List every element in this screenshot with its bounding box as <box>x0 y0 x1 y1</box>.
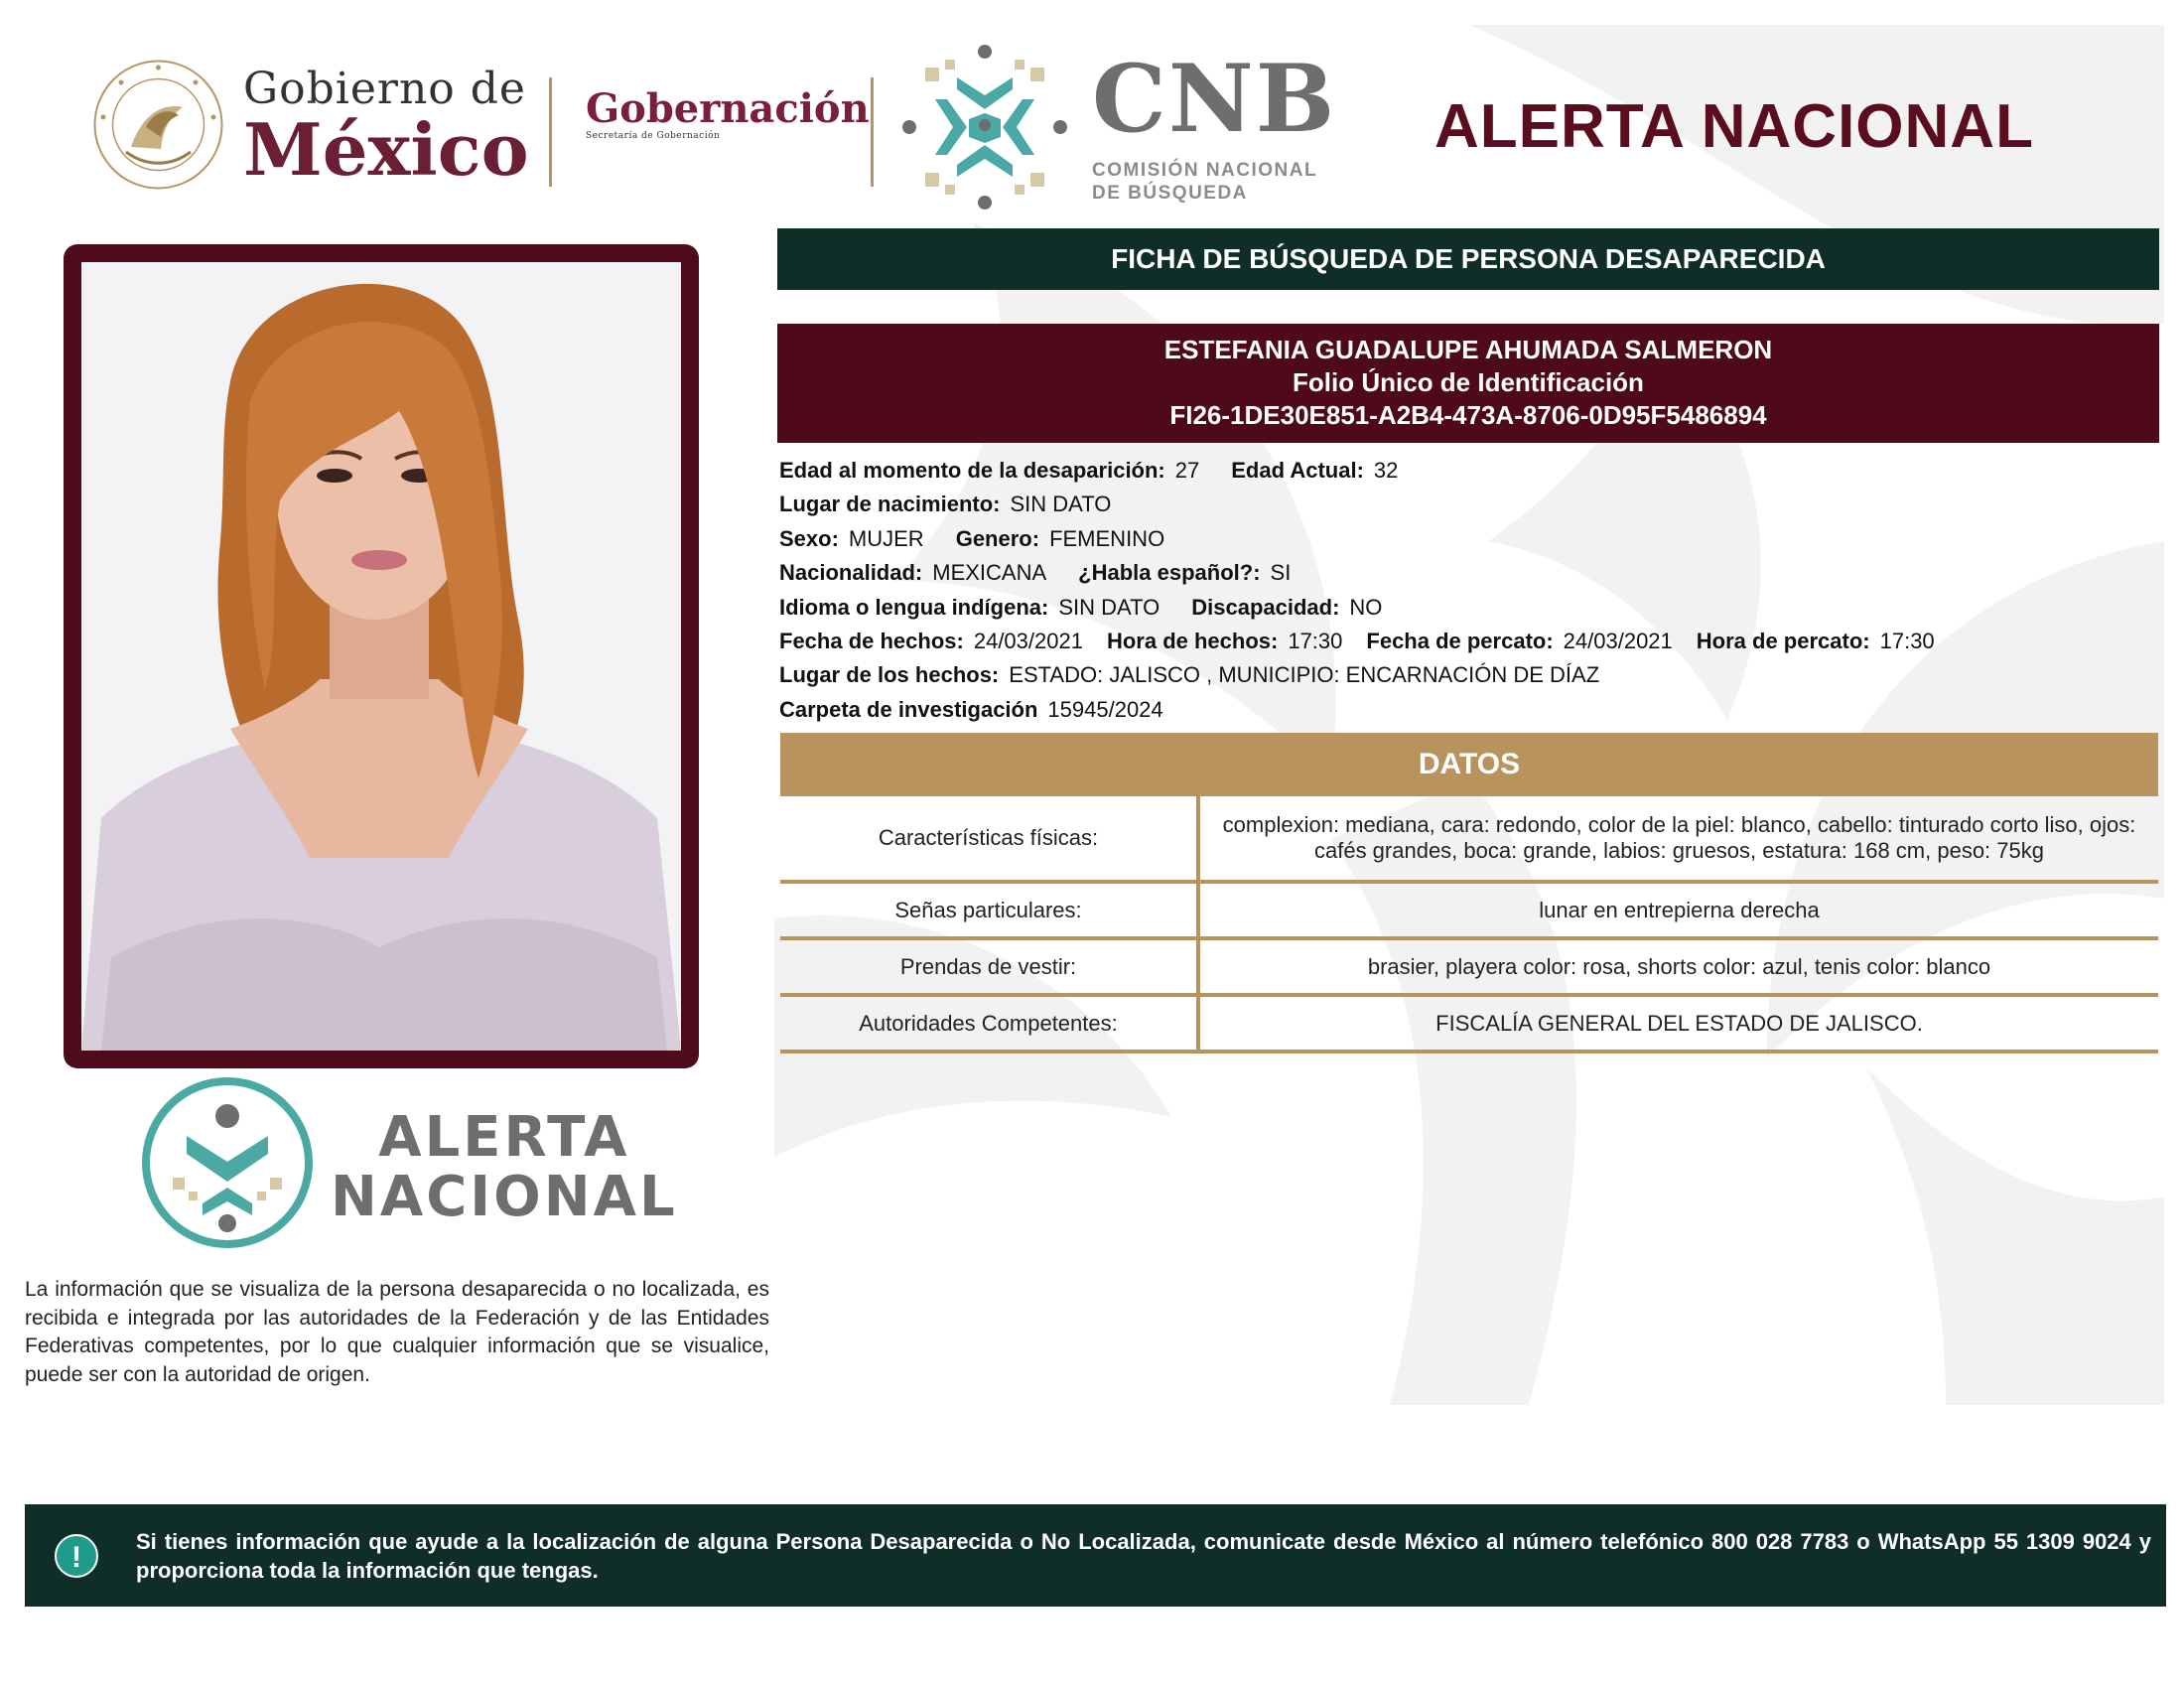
info-label: Hora de percato: <box>1696 629 1870 654</box>
info-value: 17:30 <box>1879 629 1935 654</box>
info-value: MUJER <box>848 525 924 551</box>
datos-label: Características físicas: <box>780 796 1198 882</box>
info-label: Edad al momento de la desaparición: <box>779 458 1165 483</box>
cnb-line1: COMISIÓN NACIONAL <box>1092 160 1318 181</box>
table-row <box>780 882 2158 938</box>
info-row-nacionalidad <box>779 556 1967 590</box>
cnb-line2: DE BÚSQUEDA <box>1092 183 1248 204</box>
info-label: Discapacidad: <box>1191 594 1340 620</box>
alerta-nacional-wordmark <box>331 1105 678 1229</box>
cnb-logo-icon <box>895 38 1074 216</box>
info-value: 15945/2024 <box>1047 696 1163 722</box>
info-value: 17:30 <box>1288 629 1343 654</box>
info-value: ESTADO: JALISCO , MUNICIPIO: ENCARNACIÓN DE DÍAZ <box>1009 662 1600 688</box>
info-label: Fecha de hechos: <box>779 629 964 654</box>
table-row <box>780 995 2158 1052</box>
table-row <box>780 938 2158 995</box>
alerta-nacional-logo-icon <box>139 1074 316 1251</box>
cnb-wordmark <box>1092 45 1337 205</box>
ficha-title-bar: FICHA DE BÚSQUEDA DE PERSONA DESAPARECIDA <box>777 228 2159 290</box>
person-photo-frame <box>64 244 699 1068</box>
gobernacion-sublabel: Secretaría de Gobernación <box>586 131 721 141</box>
mexican-seal-logo <box>91 58 225 192</box>
info-row-edad <box>779 454 1967 488</box>
info-label: Idioma o lengua indígena: <box>779 594 1049 620</box>
header-divider <box>871 77 874 187</box>
info-value: MEXICANA <box>932 560 1047 586</box>
exclamation-icon: ! <box>55 1534 98 1578</box>
contact-banner <box>25 1504 2166 1607</box>
person-photo <box>81 262 681 1051</box>
info-row-carpeta <box>779 693 1967 727</box>
info-value: SIN DATO <box>1010 492 1112 517</box>
info-label: Lugar de los hechos: <box>779 662 1000 688</box>
datos-label: Señas particulares: <box>780 882 1198 938</box>
info-label: Fecha de percato: <box>1366 629 1554 654</box>
datos-value: brasier, playera color: rosa, shorts color: azul, tenis color: blanco <box>1198 938 2158 995</box>
disclaimer-text: La información que se visualiza de la persona desaparecida o no localizada, es recibida e integrada por las autoridades de la Federación y de las Entidades Federativas competentes, por lo que cualquier información que se visualice, puede ser con la autoridad de origen. <box>25 1278 769 1386</box>
datos-value: complexion: mediana, cara: redondo, color de la piel: blanco, cabello: tinturado corto liso, ojos: cafés grandes, boca: grande, labios: gruesos, estatura: 168 cm, peso: 75kg <box>1198 796 2158 882</box>
info-value: 24/03/2021 <box>1563 629 1673 654</box>
folio-number: FI26-1DE30E851-A2B4-473A-8706-0D95F5486894 <box>1169 400 1767 430</box>
gobernacion-label: Gobernación <box>586 85 870 132</box>
nacional-label: NACIONAL <box>331 1165 678 1229</box>
info-label: Hora de hechos: <box>1106 629 1279 654</box>
datos-label: Prendas de vestir: <box>780 938 1198 995</box>
info-value: SIN DATO <box>1058 594 1160 620</box>
info-value: 24/03/2021 <box>973 629 1083 654</box>
info-label: Edad Actual: <box>1231 458 1364 483</box>
header-divider <box>549 77 552 187</box>
datos-label: Autoridades Competentes: <box>780 995 1198 1052</box>
info-value: FEMENINO <box>1049 525 1165 551</box>
info-value: 32 <box>1373 458 1399 483</box>
datos-value: FISCALÍA GENERAL DEL ESTADO DE JALISCO. <box>1198 995 2158 1052</box>
gobernacion-wordmark <box>586 87 870 141</box>
info-value: NO <box>1349 594 1383 620</box>
mexico-label: México <box>243 107 529 192</box>
info-label: Genero: <box>955 525 1040 551</box>
info-label: Nacionalidad: <box>779 560 923 586</box>
info-label: ¿Habla español?: <box>1078 560 1261 586</box>
gobierno-de-mexico-wordmark <box>243 64 529 192</box>
person-name: ESTEFANIA GUADALUPE AHUMADA SALMERON <box>1163 335 1773 364</box>
person-info <box>779 454 1967 727</box>
info-label: Lugar de nacimiento: <box>779 492 1001 517</box>
info-value: 27 <box>1174 458 1200 483</box>
info-row-nacimiento <box>779 488 1967 521</box>
info-label: Carpeta de investigación <box>779 696 1038 722</box>
folio-label: Folio Único de Identificación <box>1293 367 1644 397</box>
table-row <box>780 796 2158 882</box>
info-row-idioma <box>779 591 1967 625</box>
alerta-nacional-title: ALERTA NACIONAL <box>1434 92 2034 161</box>
info-value: SI <box>1270 560 1292 586</box>
info-row-sexo <box>779 522 1967 556</box>
info-row-fechas <box>779 625 1967 658</box>
person-name-box <box>777 324 2159 443</box>
cnb-label: CNB <box>1092 45 1337 154</box>
contact-text: Si tienes información que ayude a la localización de alguna Persona Desaparecida o No Localizada, comunicate desde México al número telefónico 800 028 7783 o WhatsApp 55 1309 9024 y proporciona toda la información que tengas. <box>136 1529 2151 1583</box>
info-label: Sexo: <box>779 525 839 551</box>
info-row-lugar <box>779 658 1967 692</box>
alerta-label: ALERTA <box>378 1105 630 1170</box>
datos-title-bar: DATOS <box>780 733 2158 796</box>
datos-value: lunar en entrepierna derecha <box>1198 882 2158 938</box>
datos-table <box>780 796 2158 1054</box>
gobierno-de-label: Gobierno de <box>243 64 526 114</box>
